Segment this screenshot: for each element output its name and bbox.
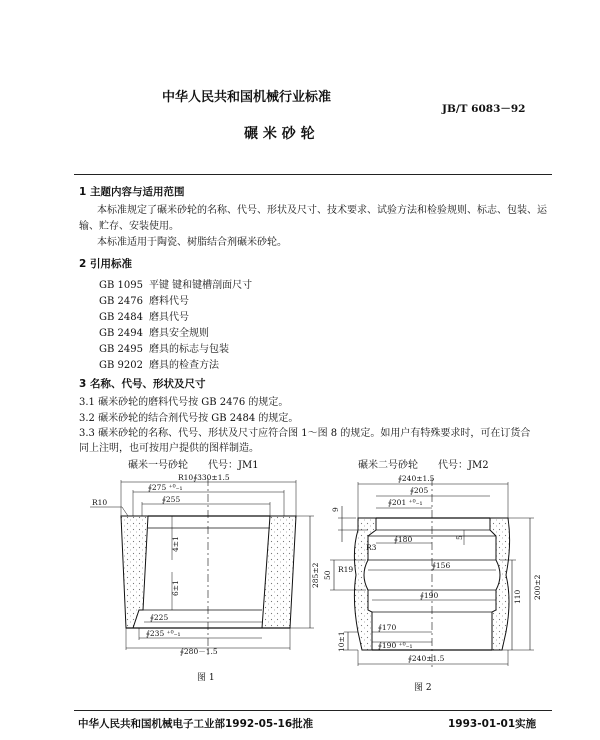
fig1-dim-bottom-outer: ∮280－1.5 — [180, 647, 218, 656]
section-1-para-1-line-1: 本标准规定了碾米砂轮的名称、代号、形状及尺寸、技术要求、试验方法和检验规则、标志、包装、运 — [97, 205, 547, 216]
fig2-dim-top-outer: ∮240±1.5 — [398, 474, 435, 483]
fig1-dim-d255: ∮255 — [162, 495, 181, 504]
fig2-dim-h10: 10±1 — [337, 631, 346, 652]
fig2-dim-r19: R19 — [338, 565, 354, 574]
fig2-dim-d190-low: ∮190 ⁺⁰₋₁ — [378, 641, 413, 650]
fig1-dim-top-outer: R10∮330±1.5 — [178, 473, 230, 482]
document-title: 碾 米 砂 轮 — [244, 126, 315, 142]
fig1-dim-d275: ∮275 ⁺⁰₋₁ — [148, 483, 183, 492]
org-title: 中华人民共和国机械行业标准 — [162, 90, 332, 105]
fig2-dim-bottom-outer: ∮240±1.5 — [408, 654, 445, 663]
fig2-dim-d170: ∮170 — [378, 623, 397, 632]
figure-2-title: 碾米二号砂轮 — [358, 460, 418, 471]
section-1-para-1-line-2: 输、贮存、安装使用。 — [79, 221, 179, 232]
fig1-dim-h4: 4±1 — [171, 536, 180, 552]
clause-3-2: 3.2 碾米砂轮的结合剂代号按 GB 2484 的规定。 — [79, 413, 299, 424]
reference-item: GB 1095 平键 键和键槽剖面尺寸 — [99, 280, 253, 291]
footer-effective-date: 1993-01-01实施 — [448, 718, 537, 730]
fig2-dim-h9: 9 — [331, 507, 340, 512]
footer-divider — [74, 710, 552, 711]
fig2-dim-h110: 110 — [513, 589, 522, 604]
fig2-wall-left — [354, 518, 376, 650]
fig1-dim-h6: 6±1 — [171, 580, 180, 596]
reference-item: GB 2484 磨具代号 — [99, 312, 189, 323]
figure-2-caption: 图 2 — [414, 683, 432, 693]
figure-2-code: 代号：JM2 — [438, 460, 489, 471]
reference-item: GB 2495 磨具的标志与包装 — [99, 344, 229, 355]
fig2-dim-d205: ∮205 — [410, 486, 429, 495]
fig2-dim-r3: R3 — [366, 543, 377, 552]
figure-1-title: 碾米一号砂轮 — [128, 460, 188, 471]
standard-number: JB/T 6083－92 — [442, 103, 526, 115]
fig1-dim-d225: ∮225 — [150, 613, 169, 622]
fig1-dim-d235: ∮235 ⁺⁰₋₁ — [146, 629, 181, 638]
section-1-para-2: 本标准适用于陶瓷、树脂结合剂碾米砂轮。 — [97, 237, 287, 248]
figure-1-caption: 图 1 — [197, 673, 215, 683]
footer-issuer: 中华人民共和国机械电子工业部1992-05-16批准 — [78, 718, 314, 730]
fig2-dim-h50: 50 — [323, 570, 332, 580]
section-1-heading: 1 主题内容与适用范围 — [79, 186, 185, 198]
fig2-dim-d201: ∮201 ⁺⁰₋₁ — [388, 498, 423, 507]
fig1-dim-r10: R10 — [92, 498, 108, 507]
clause-3-3-line-2: 同上注明，也可按用户提供的图样制造。 — [79, 443, 259, 454]
fig2-dim-d190-mid: ∮190 — [420, 591, 439, 600]
fig2-dim-d180: ∮180 — [394, 535, 413, 544]
reference-item: GB 2476 磨料代号 — [99, 296, 189, 307]
figure-1-code: 代号：JM1 — [208, 460, 259, 471]
section-3-heading: 3 名称、代号、形状及尺寸 — [79, 378, 206, 390]
reference-item: GB 2494 磨具安全规则 — [99, 328, 209, 339]
fig2-dim-h5: 5 — [455, 535, 464, 540]
clause-3-3-line-1: 3.3 碾米砂轮的名称、代号、形状及尺寸应符合图 1～图 8 的规定。如用户有特殊要求时，可在订货合 — [79, 428, 531, 439]
fig2-wall-right — [490, 518, 510, 650]
clause-3-1: 3.1 碾米砂轮的磨料代号按 GB 2476 的规定。 — [79, 397, 289, 408]
fig1-dim-height: 285±2 — [311, 562, 320, 588]
reference-item: GB 9202 磨具的检查方法 — [99, 360, 219, 371]
fig2-dim-d156: ∮156 — [432, 561, 451, 570]
fig2-dim-height: 200±2 — [533, 574, 542, 600]
section-2-heading: 2 引用标准 — [79, 258, 132, 270]
